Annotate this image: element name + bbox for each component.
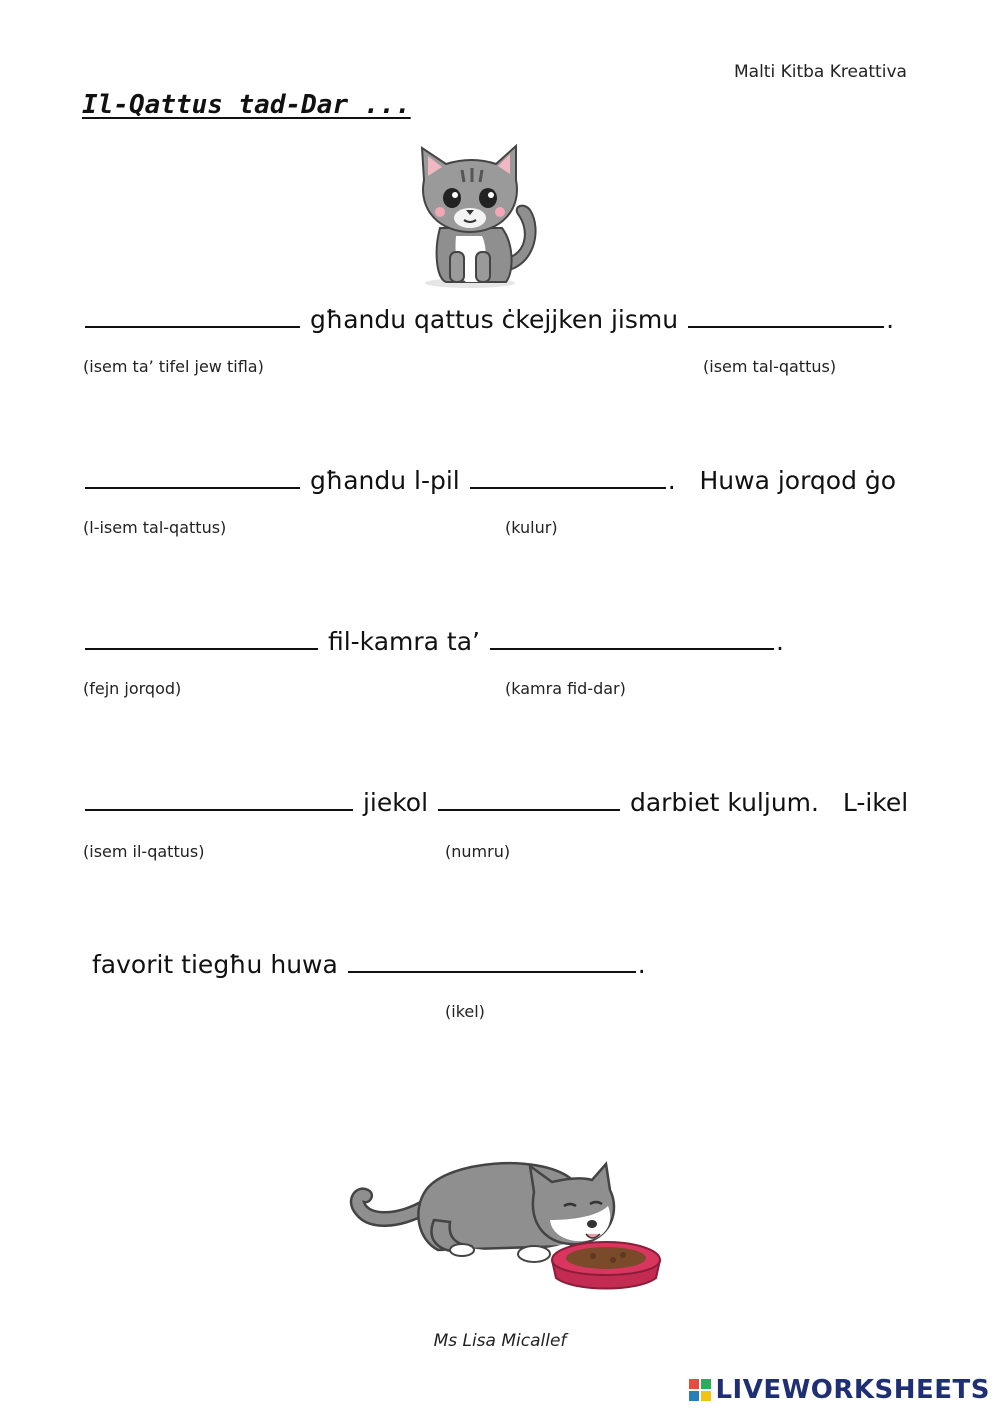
hint-cat-name-3: (isem il-qattus): [83, 842, 205, 861]
sentence-3-end: .: [775, 627, 784, 656]
sentence-4-text-b: darbiet kuljum.: [629, 788, 819, 817]
blank-room[interactable]: [490, 628, 774, 650]
blank-cat-name-2[interactable]: [85, 467, 300, 489]
hint-sleep-place: (fejn jorqod): [83, 679, 182, 698]
hint-food: (ikel): [445, 1002, 485, 1021]
liveworksheets-brand[interactable]: [689, 1375, 990, 1405]
sentence-2: [83, 466, 896, 495]
sentence-2-end: .: [667, 466, 676, 495]
sentence-5-end: .: [637, 950, 646, 979]
liveworksheets-brand-text: LIVEWORKSHEETS: [715, 1375, 990, 1405]
hint-cat-name: (isem tal-qattus): [703, 357, 837, 376]
worksheet-subject: Malti Kitba Kreattiva: [734, 62, 907, 82]
sentence-1: [83, 305, 894, 334]
sentence-1-text: għandu qattus ċkejjken jismu: [309, 305, 679, 334]
blank-number[interactable]: [438, 789, 620, 811]
sentence-1-end: .: [886, 305, 895, 334]
blank-food[interactable]: [348, 951, 636, 973]
sentence-5-text: favorit tiegħu huwa: [92, 950, 338, 979]
hint-number: (numru): [445, 842, 511, 861]
sentence-4-text: jiekol: [362, 788, 429, 817]
eating-cat-illustration: [338, 1150, 663, 1300]
blank-cat-name[interactable]: [688, 306, 884, 328]
sentence-4: [83, 788, 908, 817]
blank-sleep-place[interactable]: [85, 628, 318, 650]
author-credit: Ms Lisa Micallef: [433, 1331, 567, 1351]
blank-colour[interactable]: [470, 467, 666, 489]
sentence-2-text: għandu l-pil: [309, 466, 460, 495]
sentence-3: [83, 627, 784, 656]
hint-cat-name-2: (l-isem tal-qattus): [83, 518, 227, 537]
blank-cat-name-3[interactable]: [85, 789, 353, 811]
blank-child-name[interactable]: [85, 306, 300, 328]
hint-child-name: (isem ta’ tifel jew tifla): [83, 357, 264, 376]
sitting-kitten-illustration: [410, 140, 545, 290]
sentence-2-text-b: Huwa jorqod ġo: [699, 466, 897, 495]
hint-colour: (kulur): [505, 518, 558, 537]
hint-room: (kamra fid-dar): [505, 679, 626, 698]
liveworksheets-logo-icon: [689, 1379, 711, 1401]
sentence-4-text-c: L-ikel: [842, 788, 909, 817]
worksheet-title: Il-Qattus tad-Dar ...: [82, 90, 411, 120]
sentence-5: [92, 950, 646, 979]
sentence-3-text: fil-kamra ta’: [327, 627, 480, 656]
